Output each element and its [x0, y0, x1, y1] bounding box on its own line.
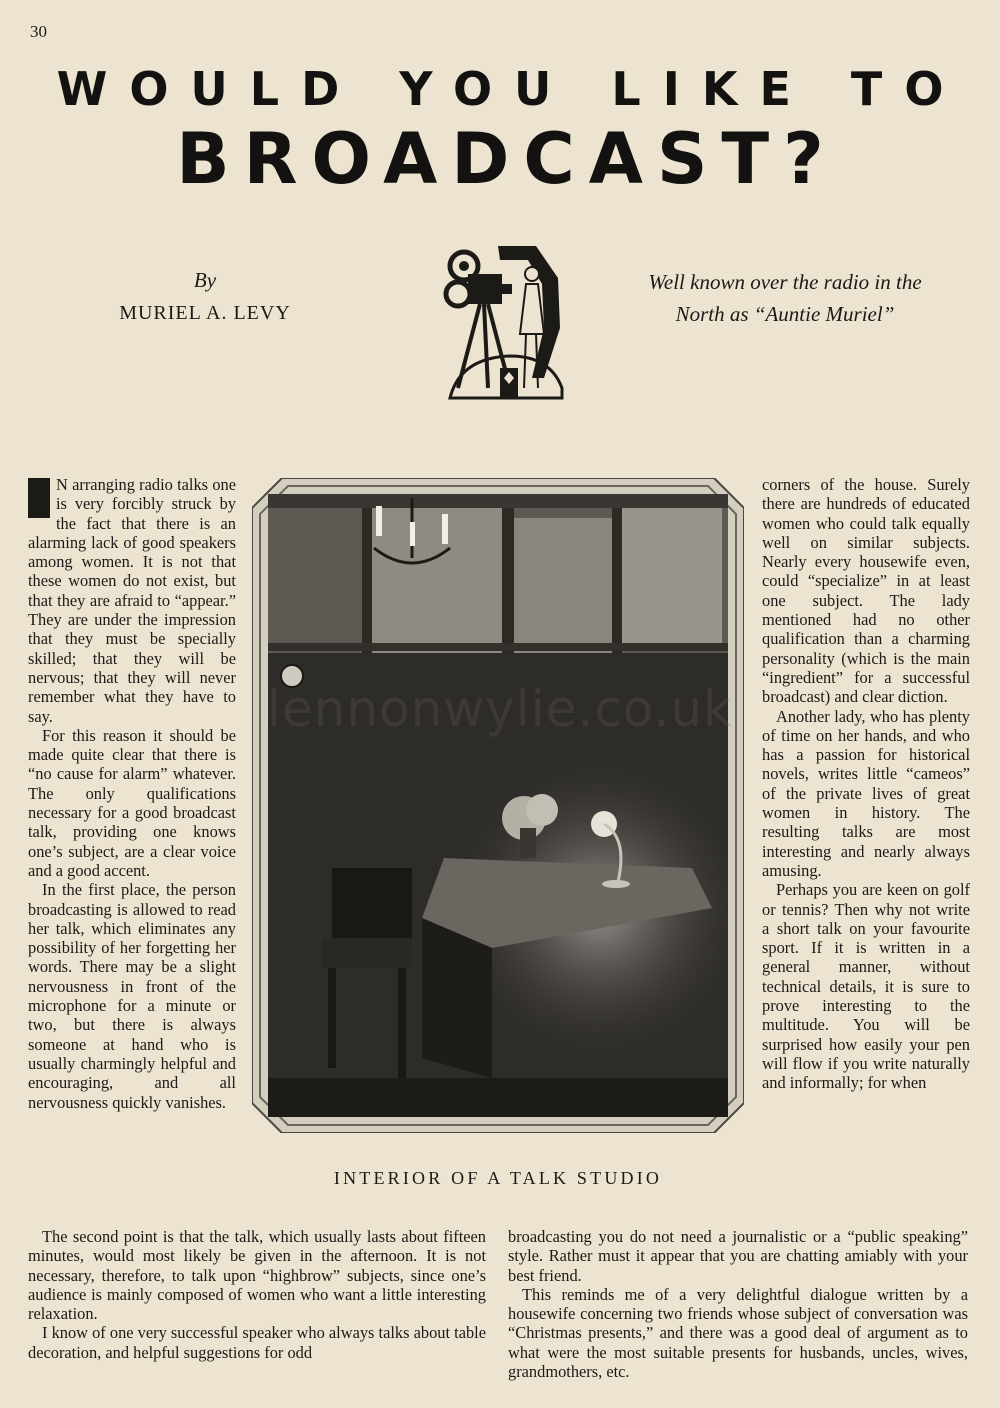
byline-author: MURIEL A. LEVY	[119, 302, 291, 324]
paragraph: N arranging radio talks one is very forcibly struck by the fact that there is an alarming lack of good speakers among women. It is not that these women do not exist, but that they are afraid to “appear.” They are under the impression that they must be specially skilled; that they will be nervous; that they will never remember what they have to say.	[28, 475, 236, 726]
article-left-column	[28, 475, 236, 1112]
article-bottom-left	[28, 1227, 486, 1362]
paragraph: broadcasting you do not need a journalistic or a “public speaking” style. Rather must it appear that you are chatting amiably with your best friend.	[508, 1227, 968, 1285]
tagline-line2: North as “Auntie Muriel”	[675, 302, 895, 326]
studio-photo	[252, 478, 744, 1133]
headline-line1: WOULD YOU LIKE TO	[56, 62, 966, 116]
paragraph: Perhaps you are keen on golf or tennis? Then why not write a short talk on your favourite sport. If it is written in a general manner, without technical details, it is sure to prove interesting to the multitude. You will be surprised how easily your pen will flow if you write naturally and informally; for when	[762, 880, 970, 1093]
page-number: 30	[30, 22, 47, 41]
watermark: lennonwylie.co.uk	[267, 680, 733, 738]
paragraph: The second point is that the talk, which usually lasts about fifteen minutes, would most likely be given in the afternoon. It is not necessary, therefore, to talk upon “highbrow” subjects, since one’s audience is mainly composed of women who want a little interesting relaxation.	[28, 1227, 486, 1324]
article-right-column	[762, 475, 970, 1093]
tagline-line1: Well known over the radio in the	[648, 270, 922, 294]
drop-cap	[28, 478, 50, 518]
article-bottom-right	[508, 1227, 968, 1381]
paragraph: This reminds me of a very delightful dialogue written by a housewife concerning two friends whose subject of conversation was “Christmas presents,” and there was a good deal of argument as to what were the most suitable presents for husbands, uncles, wives, grandmothers, etc.	[508, 1284, 968, 1382]
paragraph: For this reason it should be made quite clear that there is “no cause for alarm” whatever. The only qualifications necessary for a good broadcast talk, providing one knows one’s subject, are a clear voice and a good accent.	[28, 725, 236, 880]
paragraph: corners of the house. Surely there are hundreds of educated women who could talk equally well on similar subjects. Nearly every housewife even, could “specialize” in at least one subject. The lady mentioned had no other qualification than a charming personality (which is the main “ingredient” for a successful broadcast) and clear diction.	[762, 475, 970, 707]
paragraph: I know of one very successful speaker who always talks about table decoration, and helpful suggestions for odd	[28, 1323, 486, 1362]
headline-line2: BROADCAST?	[176, 118, 838, 200]
paragraph: In the first place, the person broadcasting is allowed to read her talk, which eliminates any possibility of her forgetting her words. There may be a slight nervousness in front of the microphone for a minute or two, but there is always someone at hand who is usually charmingly helpful and encouraging, and all nervousness quickly vanishes.	[28, 880, 236, 1112]
paragraph: Another lady, who has plenty of time on her hands, and who has a passion for historical novels, writes little “cameos” of the private lives of great women in history. The resulting talks are most interesting and nearly always amusing.	[762, 706, 970, 880]
photo-caption: INTERIOR OF A TALK STUDIO	[333, 1168, 663, 1188]
cinema-camera-woman-illustration	[440, 238, 566, 400]
byline-label: By	[193, 268, 217, 292]
